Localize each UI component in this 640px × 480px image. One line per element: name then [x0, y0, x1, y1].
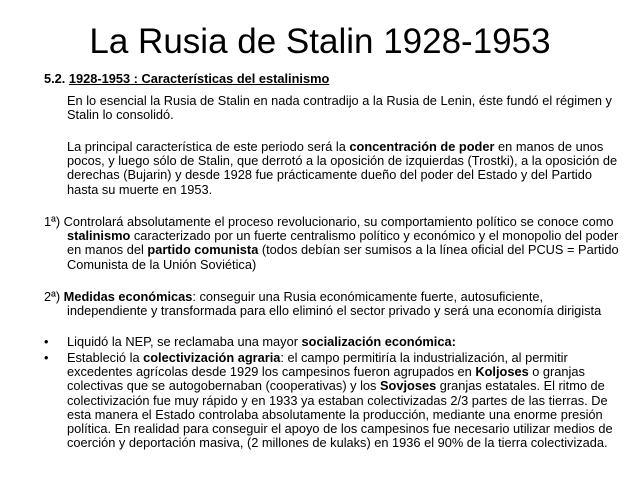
bullet-text: Estableció la colectivización agraria: el campo permitiría la industrialización, al permitir excedentes agrícolas desde 1929 los campesinos fueron agrupados en Koljoses o granjas colectivas que se autogobernaban (cooperativas) y los Sovjoses granjas estatales. El ritmo de colectivización fue muy rápido y en 1933 ya estaban colectivizadas 2/3 partes de las tierras. De esta manera el Estado controlaba absolutamente la producción, mediante una enorme presión política. En realidad para conseguir el apoyo de los campesinos fue necesario utilizar medios de coerción y deportación masiva, (2 millones de kulaks) en 1936 el 90% de la tierra colectivizada. — [67, 350, 613, 451]
section-title: 1928-1953 : Características del estalinismo — [68, 71, 330, 86]
emphasis-concentracion: concentración de poder — [349, 139, 495, 154]
intro-paragraph: En lo esencial la Rusia de Stalin en nada contradijo a la Rusia de Lenin, éste fundó el régimen y Stalin lo consolidó. — [67, 93, 612, 123]
bullet-item-nep — [44, 335, 624, 349]
bullet-marker: • — [44, 350, 49, 365]
emphasis-medidas-economicas: Medidas económicas — [63, 289, 193, 304]
emphasis-socializacion: socialización económica: — [301, 334, 456, 349]
bullet-item-colectivizacion — [44, 351, 624, 450]
slide-title: La Rusia de Stalin 1928-1953 — [89, 22, 551, 61]
emphasis-colectivizacion: colectivización agraria — [143, 350, 281, 365]
emphasis-stalinismo: stalinismo — [67, 228, 131, 244]
emphasis-partido-comunista: partido comunista — [147, 242, 259, 258]
point-2-paragraph: 2ª) Medidas económicas: conseguir una Rusia económicamente fuerte, autosuficiente, independiente y transformada para ello eliminó el sector privado y será una economía dirigista — [44, 289, 602, 319]
emphasis-koljoses: Koljoses — [475, 364, 529, 380]
principal-paragraph: La principal característica de este periodo será la concentración de poder en manos de unos pocos, y luego sólo de Stalin, que derrotó a la oposición de izquierdas (Trostki), a la oposición de derechas (Bujarin) y desde 1928 fue prácticamente dueño del poder del Estado y del Partido hasta su muerte en 1953. — [67, 139, 618, 197]
bullet-marker: • — [44, 334, 49, 349]
point-1-paragraph: 1ª) Controlará absolutamente el proceso revolucionario, su comportamiento político se conoce como stalinismo caracterizado por un fuerte centralismo político y económico y el monopolio del poder en manos del partido comunista (todos debían ser sumisos a la línea oficial del PCUS = Partido Comunista de la Unión Soviética) — [44, 214, 619, 272]
section-heading — [44, 72, 624, 86]
emphasis-sovjoses: Sovjoses — [380, 378, 437, 394]
bullet-text: Liquidó la NEP, se reclamaba una mayor socialización económica: — [67, 334, 456, 349]
section-number: 5.2. — [44, 71, 66, 86]
